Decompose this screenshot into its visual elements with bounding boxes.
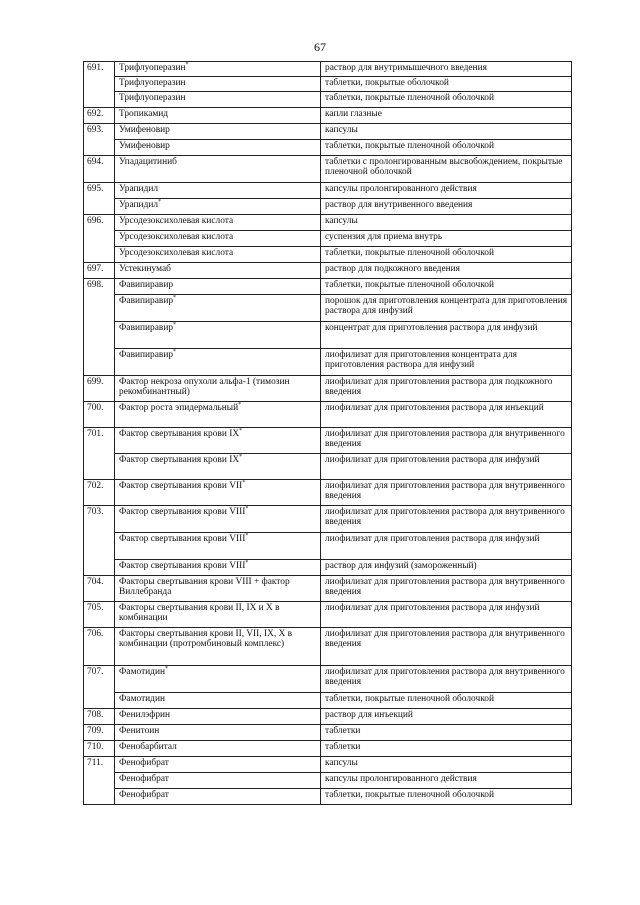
table-row (84, 725, 572, 741)
drug-name-cell (115, 108, 321, 124)
row-number-cell: 696. (84, 215, 115, 263)
drug-name: Урапидил (119, 200, 159, 210)
drug-name-cell (115, 376, 321, 402)
drug-name-cell (115, 454, 321, 480)
drug-name: Факторы свертывания крови II, VII, IX, X в комбинации (протромбиновый комплекс) (119, 629, 293, 650)
drug-name: Фактор свертывания крови VIII (119, 561, 246, 571)
dosage-form-cell: капсулы пролонгированного действия (321, 183, 572, 199)
drug-name: Фактор свертывания крови VIII (119, 507, 246, 517)
dosage-form-cell: раствор для внутривенного введения (321, 199, 572, 215)
drug-name: Устекинумаб (119, 264, 171, 274)
table-row (84, 757, 572, 773)
dosage-form-cell: порошок для приготовления концентрата для приготовления раствора для инфузий (321, 295, 572, 322)
table-row (84, 263, 572, 279)
footnote-asterisk: * (185, 61, 189, 68)
dosage-form-cell: лиофилизат для приготовления раствора для внутривенного введения (321, 628, 572, 666)
row-number-cell: 709. (84, 725, 115, 741)
table-row (84, 108, 572, 124)
drug-name: Трифлуоперазин (119, 78, 186, 88)
drug-name-cell (115, 709, 321, 725)
drug-name: Факторы свертывания крови II, IX и X в комбинации (119, 603, 280, 624)
dosage-form-cell: раствор для инфузий (замороженный) (321, 560, 572, 576)
table-row (84, 215, 572, 231)
drug-name: Фактор свертывания крови VII (119, 481, 243, 491)
table-row (84, 92, 572, 108)
dosage-form-cell: таблетки, покрытые пленочной оболочкой (321, 789, 572, 805)
table-row (84, 231, 572, 247)
drug-name-cell (115, 183, 321, 199)
drug-name-cell (115, 789, 321, 805)
table-row (84, 560, 572, 576)
footnote-asterisk: * (164, 665, 168, 672)
drug-name: Фавипиравир (119, 280, 174, 290)
table-row (84, 183, 572, 199)
table-row (84, 741, 572, 757)
table-row (84, 124, 572, 140)
row-number-cell: 697. (84, 263, 115, 279)
drug-name: Трифлуоперазин (119, 93, 186, 103)
footnote-asterisk: * (173, 321, 177, 328)
drug-name-cell (115, 77, 321, 92)
drug-name-cell (115, 741, 321, 757)
table-row (84, 480, 572, 506)
dosage-form-cell: лиофилизат для приготовления раствора для инфузий (321, 602, 572, 628)
drug-name: Урсодезоксихолевая кислота (119, 248, 234, 258)
row-number-cell: 700. (84, 402, 115, 428)
footnote-asterisk: * (242, 479, 246, 486)
dosage-form-cell: лиофилизат для приготовления раствора для внутривенного введения (321, 428, 572, 454)
table-row (84, 454, 572, 480)
drug-name: Фактор некроза опухоли альфа-1 (тимозин рекомбинантный) (119, 377, 290, 398)
drug-name-cell (115, 263, 321, 279)
table-row (84, 506, 572, 533)
row-number-cell: 707. (84, 666, 115, 709)
drug-name-cell (115, 156, 321, 183)
row-number-cell: 702. (84, 480, 115, 506)
row-number-cell: 710. (84, 741, 115, 757)
table-row (84, 428, 572, 454)
drug-name-cell (115, 757, 321, 773)
drug-name: Фавипиравир (119, 296, 174, 306)
drug-name-cell (115, 62, 321, 77)
footnote-asterisk: * (239, 453, 243, 460)
drug-name: Фактор свертывания крови IX (119, 429, 240, 439)
row-number-cell: 701. (84, 428, 115, 480)
drug-name: Трифлуоперазин (119, 63, 186, 73)
drug-name-cell (115, 666, 321, 693)
footnote-asterisk: * (158, 198, 162, 205)
table-row (84, 156, 572, 183)
drug-name: Фавипиравир (119, 350, 174, 360)
row-number-cell: 693. (84, 124, 115, 156)
table-row (84, 349, 572, 376)
table-row (84, 140, 572, 156)
drug-name-cell (115, 428, 321, 454)
dosage-form-cell: раствор для внутримышечного введения (321, 62, 572, 77)
dosage-form-cell: концентрат для приготовления раствора для инфузий (321, 322, 572, 349)
drug-name: Фенилэфрин (119, 710, 171, 720)
drug-name: Факторы свертывания крови VIII + фактор Виллебранда (119, 577, 290, 598)
table-row (84, 247, 572, 263)
table-row (84, 602, 572, 628)
footnote-asterisk: * (245, 505, 249, 512)
footnote-asterisk: * (238, 401, 242, 408)
dosage-form-cell: таблетки, покрытые пленочной оболочкой (321, 279, 572, 295)
table-row (84, 576, 572, 602)
dosage-form-cell: таблетки, покрытые оболочкой (321, 77, 572, 92)
dosage-form-cell: капсулы (321, 124, 572, 140)
row-number-cell: 706. (84, 628, 115, 666)
drug-name-cell (115, 506, 321, 533)
drug-name: Фактор роста эпидермальный (119, 403, 239, 413)
table-row (84, 295, 572, 322)
row-number-cell: 695. (84, 183, 115, 215)
drug-name-cell (115, 349, 321, 376)
dosage-form-cell: таблетки, покрытые пленочной оболочкой (321, 247, 572, 263)
dosage-form-cell: капсулы (321, 757, 572, 773)
drug-name: Фенофибрат (119, 758, 169, 768)
table-row (84, 693, 572, 709)
drug-name-cell (115, 402, 321, 428)
dosage-form-cell: лиофилизат для приготовления раствора для инъекций (321, 402, 572, 428)
footnote-asterisk: * (239, 427, 243, 434)
row-number-cell: 704. (84, 576, 115, 602)
drug-name-cell (115, 247, 321, 263)
drug-name-cell (115, 560, 321, 576)
dosage-form-cell: таблетки с пролонгированным высвобождением, покрытые пленочной оболочкой (321, 156, 572, 183)
drug-name-cell (115, 231, 321, 247)
table-row (84, 666, 572, 693)
drug-name-cell (115, 215, 321, 231)
dosage-form-cell: лиофилизат для приготовления раствора для инфузий (321, 454, 572, 480)
drug-name: Умифеновир (119, 141, 170, 151)
drug-name: Умифеновир (119, 125, 170, 135)
row-number-cell: 698. (84, 279, 115, 376)
row-number-cell: 694. (84, 156, 115, 183)
dosage-form-cell: лиофилизат для приготовления раствора для внутривенного введения (321, 480, 572, 506)
drug-name: Урапидил (119, 184, 159, 194)
drug-name-cell (115, 279, 321, 295)
dosage-form-cell: раствор для подкожного введения (321, 263, 572, 279)
drug-name-cell (115, 480, 321, 506)
table-row (84, 376, 572, 402)
dosage-form-cell: лиофилизат для приготовления раствора для внутривенного введения (321, 506, 572, 533)
drug-name-cell (115, 725, 321, 741)
dosage-form-cell: капсулы (321, 215, 572, 231)
dosage-form-cell: таблетки, покрытые пленочной оболочкой (321, 693, 572, 709)
drug-name: Фактор свертывания крови IX (119, 455, 240, 465)
drug-table-body (84, 62, 572, 805)
footnote-asterisk: * (245, 532, 249, 539)
drug-name: Фамотидин (119, 667, 165, 677)
drug-table (83, 61, 572, 805)
dosage-form-cell: таблетки, покрытые пленочной оболочкой (321, 140, 572, 156)
drug-name: Тропикамид (119, 109, 169, 119)
dosage-form-cell: таблетки (321, 725, 572, 741)
drug-name-cell (115, 140, 321, 156)
drug-name-cell (115, 773, 321, 789)
footnote-asterisk: * (245, 559, 249, 566)
table-row (84, 789, 572, 805)
dosage-form-cell: капсулы пролонгированного действия (321, 773, 572, 789)
row-number-cell: 705. (84, 602, 115, 628)
drug-name-cell (115, 124, 321, 140)
drug-name-cell (115, 628, 321, 666)
drug-name: Фавипиравир (119, 323, 174, 333)
row-number-cell: 692. (84, 108, 115, 124)
footnote-asterisk: * (173, 294, 177, 301)
drug-name: Фенофибрат (119, 774, 169, 784)
drug-name-cell (115, 295, 321, 322)
row-number-cell: 703. (84, 506, 115, 576)
dosage-form-cell: лиофилизат для приготовления раствора для внутривенного введения (321, 576, 572, 602)
row-number-cell: 708. (84, 709, 115, 725)
drug-name-cell (115, 322, 321, 349)
footnote-asterisk: * (173, 348, 177, 355)
dosage-form-cell: таблетки, покрытые пленочной оболочкой (321, 92, 572, 108)
dosage-form-cell: раствор для инъекций (321, 709, 572, 725)
drug-name-cell (115, 199, 321, 215)
drug-name: Урсодезоксихолевая кислота (119, 232, 234, 242)
dosage-form-cell: капли глазные (321, 108, 572, 124)
dosage-form-cell: суспензия для приема внутрь (321, 231, 572, 247)
table-row (84, 322, 572, 349)
drug-name-cell (115, 602, 321, 628)
dosage-form-cell: лиофилизат для приготовления концентрата для приготовления раствора для инфузий (321, 349, 572, 376)
drug-name: Фамотидин (119, 694, 165, 704)
drug-name: Фактор свертывания крови VIII (119, 534, 246, 544)
drug-name: Фенофибрат (119, 790, 169, 800)
table-row (84, 533, 572, 560)
page-number: 67 (314, 40, 326, 54)
table-row (84, 628, 572, 666)
row-number-cell: 691. (84, 62, 115, 108)
table-row (84, 402, 572, 428)
drug-name: Урсодезоксихолевая кислота (119, 216, 234, 226)
dosage-form-cell: лиофилизат для приготовления раствора для подкожного введения (321, 376, 572, 402)
dosage-form-cell: лиофилизат для приготовления раствора для внутривенного введения (321, 666, 572, 693)
drug-name-cell (115, 576, 321, 602)
drug-name-cell (115, 693, 321, 709)
drug-name: Фенобарбитал (119, 742, 177, 752)
table-row (84, 77, 572, 92)
row-number-cell: 711. (84, 757, 115, 805)
table-row (84, 62, 572, 77)
table-row (84, 709, 572, 725)
dosage-form-cell: лиофилизат для приготовления раствора для инфузий (321, 533, 572, 560)
dosage-form-cell: таблетки (321, 741, 572, 757)
table-row (84, 199, 572, 215)
table-row (84, 773, 572, 789)
table-row (84, 279, 572, 295)
row-number-cell: 699. (84, 376, 115, 402)
drug-name: Фенитоин (119, 726, 160, 736)
drug-name-cell (115, 92, 321, 108)
drug-name: Упадацитиниб (119, 157, 177, 167)
drug-name-cell (115, 533, 321, 560)
